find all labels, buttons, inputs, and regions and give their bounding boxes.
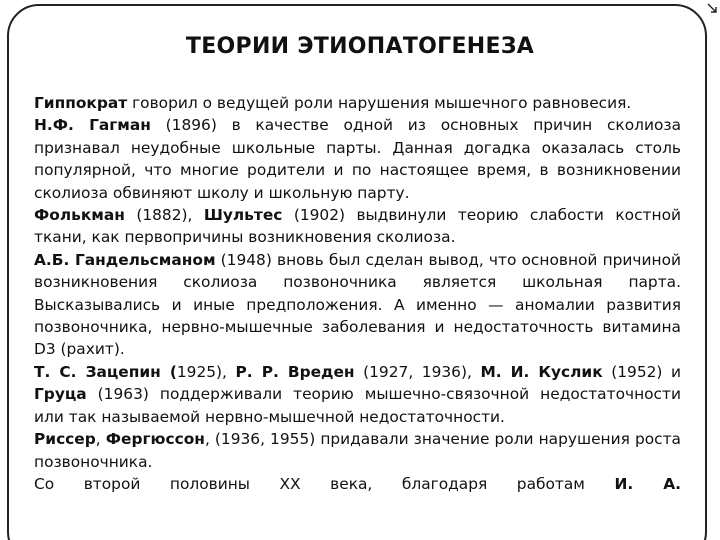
paragraph-text: Со второй половины XX века, благодаря работам [34,474,615,493]
paragraph-text: (1948) вновь был сделан вывод, что основной причиной возникновения сколиоза позвоночника является школьная парта. Высказывались и иные предположения. А именно — аномалии развития позвоночника, нервно-мышечные заболевания и недостаточность витамина D3 (рахит). [34,250,681,359]
author-name: А.Б. Гандельсманом [34,250,216,269]
paragraph-hippocrates [34,92,681,114]
author-name: Гиппократ [34,94,128,112]
paragraph-text: (1927, 1936), [354,362,481,381]
body-text [34,92,681,495]
paragraph-risser-ferguson [34,428,681,473]
paragraph-text: (1952) и [602,362,681,381]
paragraph-text: (1902) выдвинули теорию слабости костной ткани, как первопричины возникновения сколиоза. [34,206,681,247]
paragraph-gagman [34,114,681,204]
author-name: Фолькман [34,206,125,225]
paragraph-gandelsman [34,249,681,361]
author-name: И. А. [614,474,681,493]
paragraph-text: 1925), [176,362,236,381]
author-name: Р. Р. Вреден [235,362,355,381]
author-name: Т. С. Зацепин ( [34,362,177,381]
paragraph-second-half-xx-century [34,473,681,495]
paragraph-zatsepin-vreden-kuslik-gruca [34,361,681,428]
paragraph-text: , (1936, 1955) придавали значение роли нарушения роста позвоночника. [34,430,681,471]
author-name: Фергюссон [105,430,205,449]
paragraph-text: (1963) поддерживали теорию мышечно-связочной недостаточности или так называемой нервно-мышечной недостаточности. [34,385,681,426]
author-name: М. И. Куслик [480,362,603,381]
paragraph-text: (1882), [124,206,204,225]
author-name: Риссер [34,430,96,449]
author-name: Груца [34,385,87,404]
paragraph-folkman-shultes [34,204,681,249]
slide-title: ТЕОРИИ ЭТИОПАТОГЕНЕЗА [185,34,535,59]
corner-arrow-icon [706,2,718,14]
paragraph-text: , [95,430,106,449]
paragraph-text: говорил о ведущей роли нарушения мышечного равновесия. [127,94,632,112]
paragraph-text: (1896) в качестве одной из основных причин сколиоза признавал неудобные школьные парты. Данная догадка оказалась столь популярной, что многие родители и по настоящее время, в возникновении сколиоза обвиняют школу и школьную парту. [34,116,682,202]
author-name: Н.Ф. Гагман [34,116,151,135]
author-name: Шультес [203,206,283,225]
